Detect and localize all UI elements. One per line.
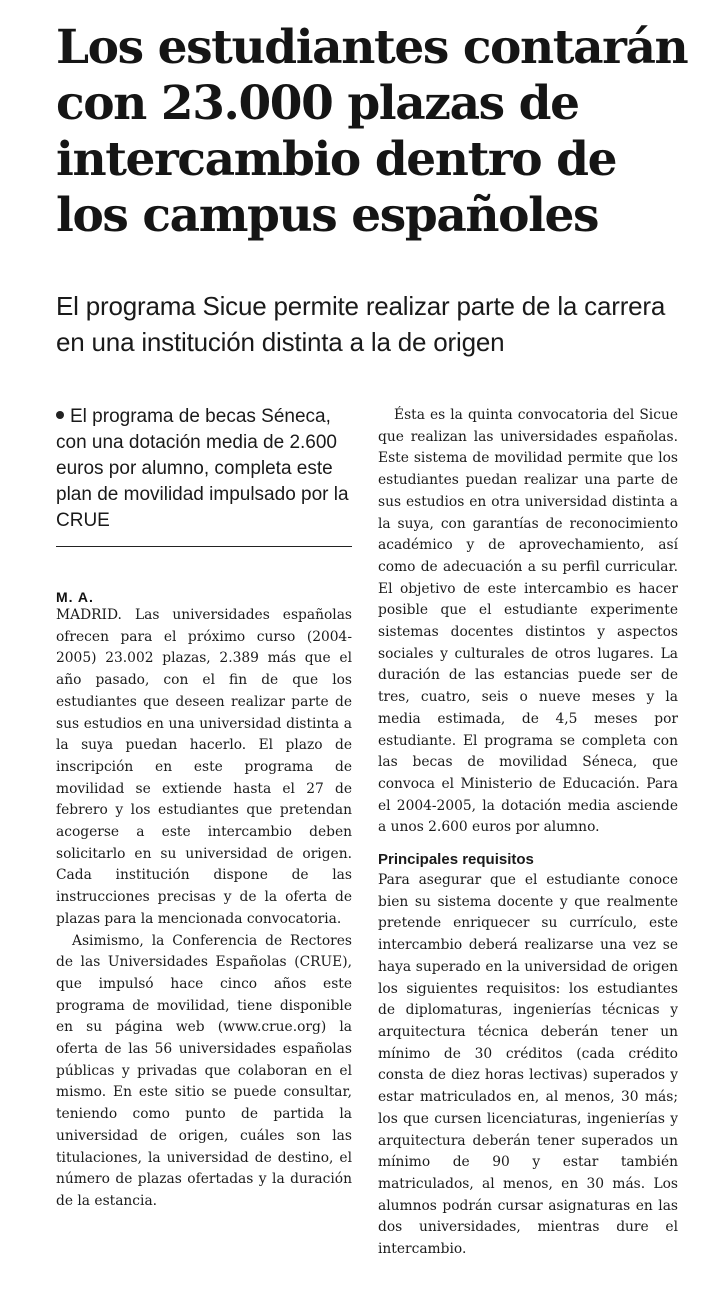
body-paragraph-2: Asimismo, la Conferencia de Rectores de las Universidades Españolas (CRUE), que impulsó hace cinco años este programa de movilidad, tiene disponible en su página web (www.crue.org) la oferta de las 56 universidades españolas públicas y privadas que colaboran en el mismo. En este sitio se puede consultar, teniendo como punto de partida la universidad de origen, cuáles son las titulaciones, la universidad de destino, el número de plazas ofertadas y la duración de la estancia. xyxy=(56,932,352,1209)
body-paragraph-1: MADRID. Las universidades españolas ofrecen para el próximo curso (2004-2005) 23.002 plazas, 2.389 más que el año pasado, con el fin de que los estudiantes que deseen realizar parte de sus estudios en una universidad distinta a la suya puedan hacerlo. El plazo de inscripción en este programa de movilidad se extiende hasta el 27 de febrero y los estudiantes que pretendan acogerse a este intercambio deben solicitarlo en su universidad de origen. Cada institución dispone de las instrucciones precisas y de la oferta de plazas para la mencionada convocatoria. xyxy=(56,607,352,927)
section-subtitle: Principales requisitos xyxy=(378,851,534,869)
body-paragraph-3: Ésta es la quinta convocatoria del Sicue que realizan las universidades españolas. Este sistema de movilidad permite que los estudiantes puedan realizar una parte de sus estudios en otra universidad distinta a la suya, con garantías de reconocimiento académico y de aprovechamiento, así como de adecuación a su perfil curricular. El objetivo de este intercambio es hacer posible que el estudiante experimente sistemas docentes distintos y aspectos sociales y culturales de otros lugares. La duración de las estancias puede ser de tres, cuatro, seis o nueve meses y la media estimada, de 4,5 meses por estudiante. El programa se completa con las becas de movilidad Séneca, que convoca el Ministerio de Educación. Para el 2004-2005, la dotación media asciende a unos 2.600 euros por alumno. xyxy=(378,407,678,836)
summary-text: El programa de becas Séneca, con una dotación media de 2.600 euros por alumno, completa este plan de movilidad impulsado por la CRUE xyxy=(56,406,349,531)
requirements-paragraph: Para asegurar que el estudiante conoce bien su sistema docente y que realmente pretende enriquecer su currículo, este intercambio deberá realizarse una vez se haya superado en la universidad de origen los siguientes requisitos: los estudiantes de diplomaturas, ingenierías técnicas y arquitectura técnica deberán tener un mínimo de 30 créditos (cada crédito consta de diez horas lectivas) superados y estar matriculados en, al menos, 30 más; los que cursen licenciaturas, ingenierías y arquitectura deberán tener superados un mínimo de 90 y estar también matriculados, al menos, en 30 más. Los alumnos podrán cursar asignaturas en las dos universidades, mientras dure el intercambio. xyxy=(378,872,678,1258)
summary xyxy=(56,404,352,547)
bullet-icon xyxy=(56,411,64,419)
subheadline: El programa Sicue permite realizar parte de la carrera en una institución distinta a la de origen xyxy=(56,291,666,357)
right-column xyxy=(378,405,678,1261)
byline: M. A. xyxy=(56,589,94,605)
headline: Los estudiantes contarán con 23.000 plazas de intercambio dentro de los campus españoles xyxy=(56,20,688,243)
left-column xyxy=(56,404,352,1213)
